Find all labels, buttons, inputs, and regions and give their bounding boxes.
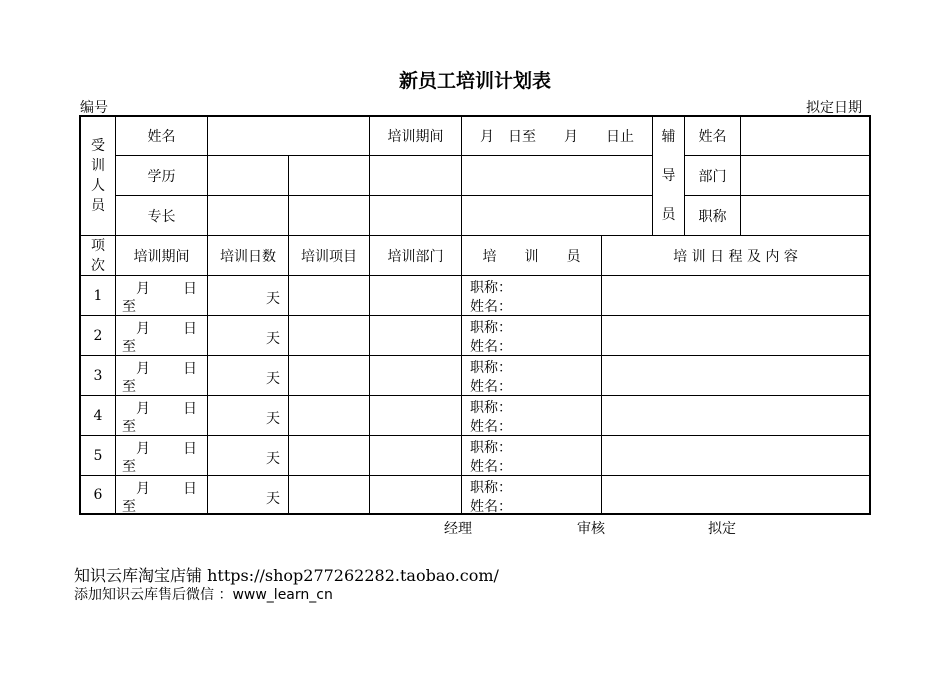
row-trainer-name-label: 姓名： bbox=[470, 419, 512, 435]
row-days-unit: 天 bbox=[266, 411, 280, 427]
row-number: 6 bbox=[79, 475, 115, 515]
trainee-specialty-label: 专长 bbox=[115, 195, 207, 235]
department-header: 培训部门 bbox=[369, 235, 461, 275]
row-to-label: 至 bbox=[122, 499, 136, 515]
mentor-title-label: 职称 bbox=[684, 195, 740, 235]
row-project-field[interactable] bbox=[288, 435, 369, 475]
row-trainer-name-label: 姓名： bbox=[470, 299, 512, 315]
row-project-field[interactable] bbox=[288, 475, 369, 515]
row-trainer-title-label: 职称： bbox=[470, 400, 512, 416]
row-trainer-name-label: 姓名： bbox=[470, 459, 512, 475]
row-department-field[interactable] bbox=[369, 475, 461, 515]
row-day-label: 日 bbox=[183, 401, 197, 417]
project-header: 培训项目 bbox=[288, 235, 369, 275]
row-month-label: 月 bbox=[136, 321, 150, 337]
row-days-unit: 天 bbox=[266, 291, 280, 307]
row-days-unit: 天 bbox=[266, 371, 280, 387]
mentor-side-char: 导 bbox=[661, 167, 676, 184]
row-days-unit: 天 bbox=[266, 331, 280, 347]
row-trainer-field[interactable] bbox=[461, 395, 601, 435]
trainee-specialty-field[interactable] bbox=[207, 195, 288, 235]
trainee-side-char: 训 bbox=[91, 158, 105, 174]
mentor-department-field[interactable] bbox=[740, 155, 871, 195]
row-day-label: 日 bbox=[183, 281, 197, 297]
trainee-info-blank[interactable] bbox=[369, 155, 461, 195]
mentor-department-label: 部门 bbox=[684, 155, 740, 195]
row-day-label: 日 bbox=[183, 441, 197, 457]
row-content-field[interactable] bbox=[601, 355, 871, 395]
row-to-label: 至 bbox=[122, 379, 136, 395]
row-content-field[interactable] bbox=[601, 395, 871, 435]
trainee-name-field[interactable] bbox=[207, 115, 369, 155]
trainee-name-label: 姓名 bbox=[115, 115, 207, 155]
row-trainer-field[interactable] bbox=[461, 355, 601, 395]
form-title: 新员工培训计划表 bbox=[398, 70, 551, 92]
row-project-field[interactable] bbox=[288, 355, 369, 395]
row-month-label: 月 bbox=[136, 401, 150, 417]
row-trainer-title-label: 职称： bbox=[470, 360, 512, 376]
row-days-unit: 天 bbox=[266, 451, 280, 467]
row-trainer-field[interactable] bbox=[461, 315, 601, 355]
row-department-field[interactable] bbox=[369, 395, 461, 435]
row-month-label: 月 bbox=[136, 441, 150, 457]
row-days-field[interactable] bbox=[207, 315, 288, 355]
row-day-label: 日 bbox=[183, 361, 197, 377]
trainee-education-extra[interactable] bbox=[288, 155, 369, 195]
row-days-field[interactable] bbox=[207, 475, 288, 515]
row-month-label: 月 bbox=[136, 281, 150, 297]
row-trainer-title-label: 职称： bbox=[470, 440, 512, 456]
row-days-field[interactable] bbox=[207, 395, 288, 435]
period-header: 培训期间 bbox=[115, 235, 207, 275]
review-signature-label: 审核 bbox=[577, 521, 605, 537]
row-content-field[interactable] bbox=[601, 315, 871, 355]
training-period-value[interactable]: 月 日至 月 日止 bbox=[461, 115, 652, 155]
training-period-label: 培训期间 bbox=[369, 115, 461, 155]
shop-link-text: 知识云库淘宝店铺 https://shop277262282.taobao.com/ bbox=[74, 566, 499, 585]
row-period-field[interactable] bbox=[115, 395, 207, 435]
row-number: 2 bbox=[79, 315, 115, 355]
row-trainer-field[interactable] bbox=[461, 475, 601, 515]
row-department-field[interactable] bbox=[369, 275, 461, 315]
trainee-side-char: 员 bbox=[91, 198, 105, 214]
row-project-field[interactable] bbox=[288, 315, 369, 355]
row-project-field[interactable] bbox=[288, 395, 369, 435]
row-period-field[interactable] bbox=[115, 435, 207, 475]
drafter-signature-label: 拟定 bbox=[708, 521, 736, 537]
row-month-label: 月 bbox=[136, 481, 150, 497]
item-number-header bbox=[79, 235, 115, 275]
mentor-name-label: 姓名 bbox=[684, 115, 740, 155]
content-header: 培 训 日 程 及 内 容 bbox=[601, 235, 871, 275]
row-content-field[interactable] bbox=[601, 275, 871, 315]
row-days-unit: 天 bbox=[266, 491, 280, 507]
trainee-side-char: 人 bbox=[91, 178, 105, 194]
trainee-info-blank[interactable] bbox=[461, 195, 652, 235]
row-content-field[interactable] bbox=[601, 475, 871, 515]
row-day-label: 日 bbox=[183, 321, 197, 337]
row-period-field[interactable] bbox=[115, 275, 207, 315]
row-to-label: 至 bbox=[122, 299, 136, 315]
trainer-header: 培 训 员 bbox=[461, 235, 601, 275]
trainee-education-field[interactable] bbox=[207, 155, 288, 195]
mentor-side-label bbox=[652, 115, 684, 235]
row-department-field[interactable] bbox=[369, 355, 461, 395]
wechat-contact-text: 添加知识云库售后微信 ：www_learn_cn bbox=[74, 587, 333, 603]
row-days-field[interactable] bbox=[207, 435, 288, 475]
row-period-field[interactable] bbox=[115, 355, 207, 395]
trainee-side-char: 受 bbox=[91, 138, 105, 154]
row-month-label: 月 bbox=[136, 361, 150, 377]
mentor-title-field[interactable] bbox=[740, 195, 871, 235]
mentor-side-char: 辅 bbox=[661, 128, 676, 145]
row-number: 4 bbox=[79, 395, 115, 435]
row-trainer-field[interactable] bbox=[461, 435, 601, 475]
row-trainer-name-label: 姓名： bbox=[470, 339, 512, 355]
row-trainer-title-label: 职称： bbox=[470, 480, 512, 496]
row-project-field[interactable] bbox=[288, 275, 369, 315]
row-trainer-name-label: 姓名： bbox=[470, 379, 512, 395]
trainee-specialty-extra[interactable] bbox=[288, 195, 369, 235]
row-day-label: 日 bbox=[183, 481, 197, 497]
row-days-field[interactable] bbox=[207, 355, 288, 395]
item-number-header-char: 项 bbox=[91, 237, 105, 254]
training-plan-table bbox=[79, 115, 871, 515]
row-to-label: 至 bbox=[122, 339, 136, 355]
row-days-field[interactable] bbox=[207, 275, 288, 315]
row-number: 5 bbox=[79, 435, 115, 475]
serial-number-label: 编号 bbox=[80, 100, 108, 116]
trainee-info-blank[interactable] bbox=[369, 195, 461, 235]
row-number: 3 bbox=[79, 355, 115, 395]
row-period-field[interactable] bbox=[115, 475, 207, 515]
row-department-field[interactable] bbox=[369, 435, 461, 475]
trainee-info-blank[interactable] bbox=[461, 155, 652, 195]
draft-date-label: 拟定日期 bbox=[806, 100, 862, 116]
row-to-label: 至 bbox=[122, 459, 136, 475]
row-trainer-name-label: 姓名： bbox=[470, 499, 512, 515]
mentor-name-field[interactable] bbox=[740, 115, 871, 155]
days-header: 培训日数 bbox=[207, 235, 288, 275]
row-period-field[interactable] bbox=[115, 315, 207, 355]
trainee-side-label bbox=[79, 115, 115, 235]
row-trainer-field[interactable] bbox=[461, 275, 601, 315]
item-number-header-char: 次 bbox=[91, 257, 105, 274]
row-number: 1 bbox=[79, 275, 115, 315]
row-to-label: 至 bbox=[122, 419, 136, 435]
mentor-side-char: 员 bbox=[661, 207, 676, 224]
row-department-field[interactable] bbox=[369, 315, 461, 355]
manager-signature-label: 经理 bbox=[444, 521, 472, 537]
row-content-field[interactable] bbox=[601, 435, 871, 475]
row-trainer-title-label: 职称： bbox=[470, 280, 512, 296]
trainee-education-label: 学历 bbox=[115, 155, 207, 195]
row-trainer-title-label: 职称： bbox=[470, 320, 512, 336]
